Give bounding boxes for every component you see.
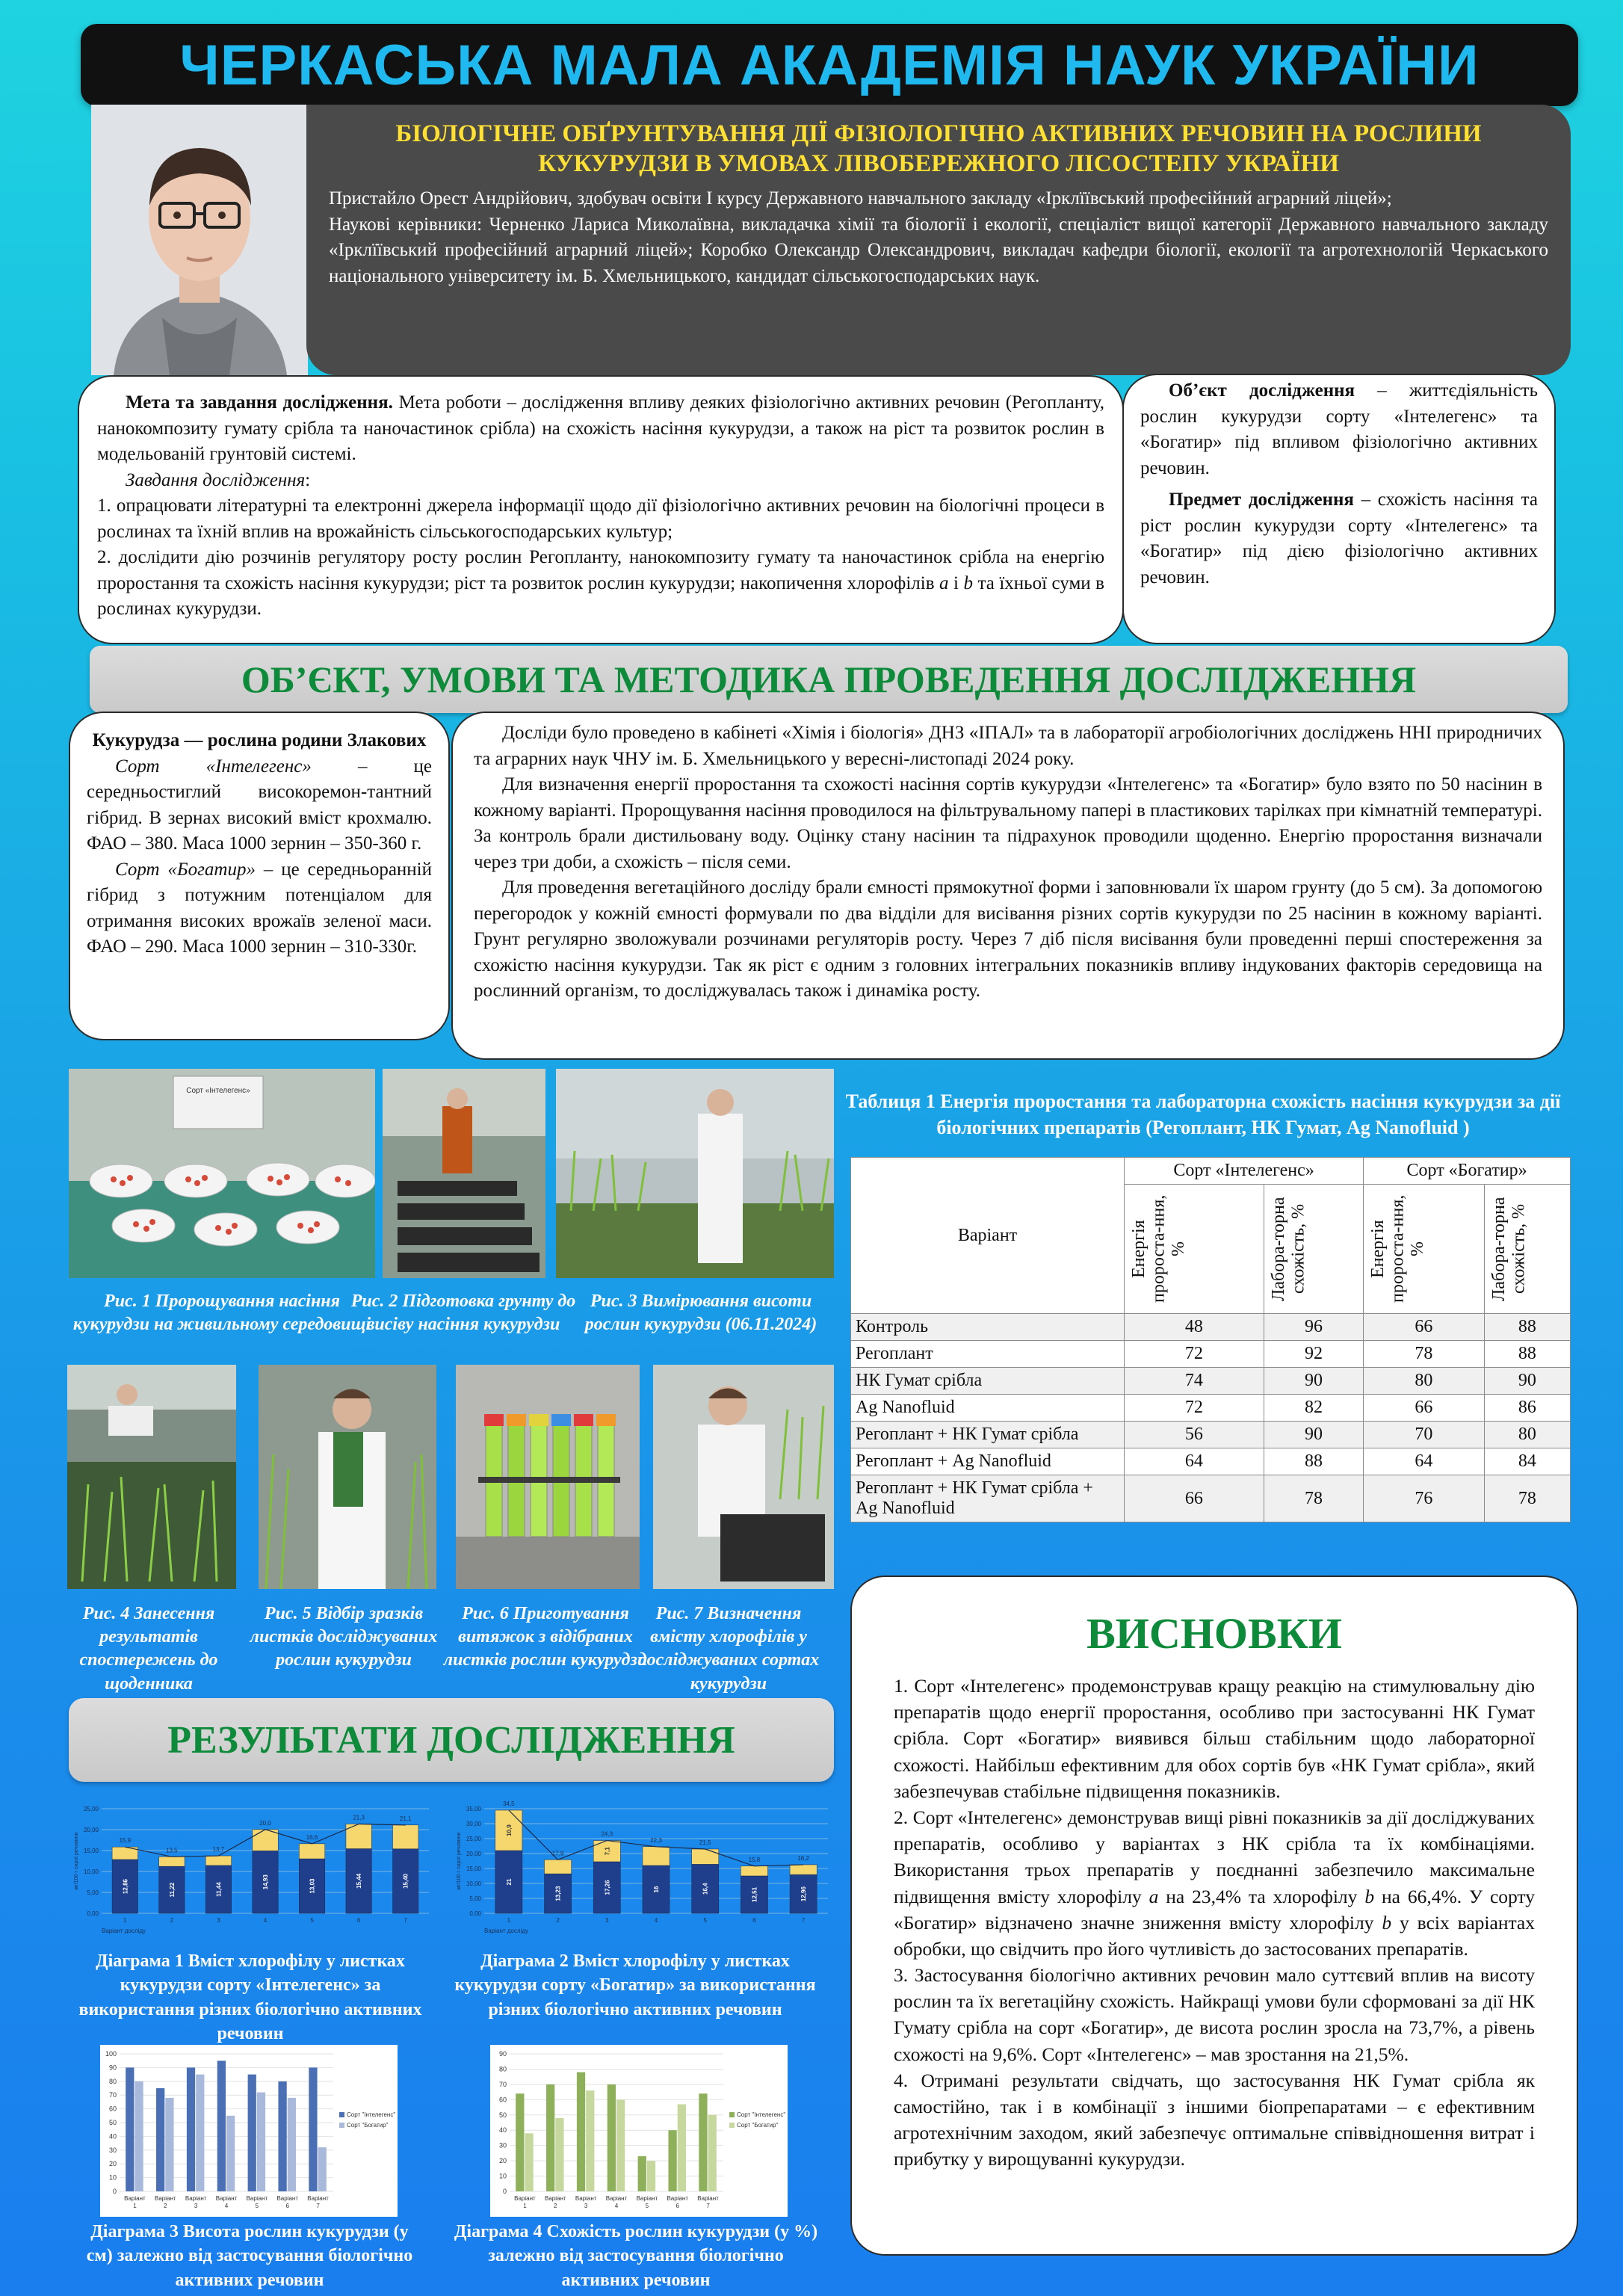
task-2 (97, 545, 1104, 623)
author-photo (91, 105, 308, 375)
x-tick-label: 3 (605, 1917, 609, 1924)
y-tick-label: 60 (498, 2096, 507, 2104)
conclusion-3: 3. Застосування біологічно активних речовин мало суттєвий вплив на висоту рослин та їх вегетаційну схожість. Найкращі умови були сформовані за дії НК Гумату срібла на сорт «Богатир», де висота рослин зросла на 73,7%, а рівень схожості на 9,6%. Сорт «Інтелегенс» – мав зростання на 21,5%. (894, 1964, 1535, 2065)
table-cell-variant: Регоплант + Ag Nanofluid (851, 1448, 1125, 1475)
table-cell-value: 80 (1364, 1368, 1485, 1395)
table-cell-value: 78 (1264, 1475, 1363, 1522)
figure-5-caption: Рис. 5 Відбір зразків листків досліджуваних рослин кукурудзи (250, 1604, 438, 1670)
stacked-charts-area (69, 1794, 834, 1948)
x-tick-label: Варіант (575, 2195, 597, 2202)
chart-4-germination (490, 2045, 788, 2217)
x-tick-label: 2 (556, 1917, 560, 1924)
bar (516, 2093, 524, 2191)
method-p3: Для проведення вегетаційного досліду брали ємності прямокутної форми і заповнювали їх шаром грунту (до 5 см). За допомогою перегородок у кожній ємності формували по два відділи для висівання різних сортів кукурудзи по 25 насінин в кожному варіанті. Грунт регулярно зволожували розчинами регуляторів росту. Через 7 діб після висівання були проведенні перші спостереження за схожістю насіння кукурудзи. Так як ріст є одним з головних інтегральних показників впливу індукованих факторів середовища на рослинний організм, то досліджувалась також і динаміка росту. (474, 877, 1542, 1001)
y-tick-label: 35,00 (466, 1806, 481, 1812)
corn-sort-1 (87, 754, 432, 857)
bar (156, 2088, 164, 2191)
figure-1-caption: Рис. 1 Пророщування насіння кукурудзи на живильному середовищі (72, 1292, 371, 1335)
goal-paragraph (97, 390, 1104, 468)
y-axis-label: мг/100 г сирої речовини (74, 1832, 79, 1890)
table-subheader-energy-1 (1125, 1185, 1264, 1314)
y-tick-label: 5,00 (87, 1889, 99, 1896)
bar-value-label: 15,44 (356, 1873, 363, 1889)
bar (187, 2067, 195, 2191)
table-cell-value: 88 (1484, 1341, 1570, 1368)
figure-3-caption: Рис. 3 Вимірювання висоти рослин кукурудзи (06.11.2024) (584, 1292, 817, 1335)
y-tick-label: 20,00 (83, 1827, 99, 1833)
bar-value-label: 13,23 (554, 1886, 562, 1901)
task-2-b: b (963, 573, 973, 593)
table-cell-value: 80 (1484, 1422, 1570, 1448)
conclusion-2-part-3: на 66,4%. У сорту «Богатир» відзначено значне зниження вмісту хлорофілу (894, 1885, 1535, 1934)
y-tick-label: 10 (498, 2172, 507, 2180)
table-cell-value: 90 (1264, 1368, 1363, 1395)
y-tick-label: 5,00 (469, 1895, 481, 1902)
goal-text: Мета роботи – дослідження впливу деяких фізіологічно активних речовин (Регопланту, нанокомпозиту гумату срібла та наночастинок срібла) на схожість насіння кукурудзи, а також на ріст та розвиток рослин в модельованій грунтовій системі. (97, 392, 1105, 464)
table-subheader-energy-2 (1364, 1185, 1485, 1314)
tasks-heading: Завдання дослідження (126, 469, 306, 490)
stacked-bar-segment (741, 1866, 767, 1876)
method-p1: Досліди було проведено в кабінеті «Хімія і біологія» ДНЗ «ІПАЛ» та в лабораторії агробіологічних досліджень ННІ природничих та аграрних наук ЧНУ ім. Б. Хмельницького у вересні-листопаді 2024 року. (474, 723, 1542, 769)
total-label: 17,9 (551, 1850, 564, 1857)
x-tick-label: 4 (654, 1917, 658, 1924)
legend-swatch (729, 2123, 735, 2128)
figure-6-caption: Рис. 6 Приготування витяжок з відібраних листків рослин кукурудзи (443, 1604, 648, 1670)
conclusion-2-part-1: 2. Сорт «Інтелегенс» демонстрував вищі рівні показників за дії досліджуваних препаратів, особливо у варіантах з НК срібла та їх комбінаціями. Використання трьох препаратів у поєднанні забезпечило максимальне підвищення вмісту хлорофілу (894, 1806, 1535, 1907)
x-tick-label: 4 (224, 2203, 229, 2209)
total-label: 34,5 (503, 1800, 515, 1807)
figure-7-caption: Рис. 7 Визначення вмісту хлорофілів у досліджуваних сортах кукурудзи (637, 1604, 820, 1694)
goal-heading: Мета та завдання дослідження. (126, 392, 393, 413)
object-panel (1122, 374, 1556, 644)
bar (577, 2073, 585, 2191)
conclusion-2 (894, 1804, 1535, 1962)
figure-4-caption: Рис. 4 Занесення результатів спостережень до щоденника (79, 1604, 218, 1694)
table-subheader-energy-2-text: Енергія пророста-ння, % (1368, 1194, 1427, 1303)
table-cell-variant: Ag Nanofluid (851, 1395, 1125, 1422)
diagram-4-caption: Діаграма 4 Схожість рослин кукурудзи (у %) залежно від застосування біологічно активних речовин (454, 2222, 818, 2290)
conclusion-1: 1. Сорт «Інтелегенс» продемонстрував кращу реакцію на стимулювальну дію препаратів щодо енергії проростання, особливо при застосуванні НК Гумат срібла. Сорт «Богатир» виявився більш стабільним щодо лабораторної схожості. Найбільш ефективним для обох сортів був «НК Гумат срібла», який забезпечував стабільне підвищення показників. (894, 1675, 1535, 1802)
total-label: 13,5 (166, 1847, 178, 1854)
corn-sort-2-name: Сорт «Богатир» (115, 859, 256, 880)
x-tick-label: 1 (133, 2203, 137, 2209)
table-header-variant: Варіант (851, 1158, 1125, 1314)
bar-value-label: 21 (505, 1878, 513, 1886)
leaf-sampling-image (259, 1365, 436, 1589)
bar (126, 2067, 134, 2191)
table-row (851, 1368, 1571, 1395)
petri-dish-label: Сорт «Інтелегенс» (186, 1087, 250, 1095)
conclusion-2-b: b (1364, 1885, 1375, 1907)
x-tick-label: Варіант (185, 2195, 207, 2202)
corn-sort-1-name: Сорт «Інтелегенс» (115, 756, 312, 777)
bar (668, 2130, 676, 2191)
x-tick-label: 7 (801, 1917, 806, 1924)
y-tick-label: 40 (498, 2126, 507, 2135)
bar-value-label: 11,22 (168, 1882, 176, 1898)
section-results-header: РЕЗУЛЬТАТИ ДОСЛІДЖЕННЯ (69, 1698, 834, 1782)
x-tick-label: Варіант (514, 2195, 536, 2202)
table-cell-value: 92 (1264, 1341, 1363, 1368)
table-header-bogatyr: Сорт «Богатир» (1364, 1158, 1571, 1185)
corn-sort-2-text: – це середньоранній гібрид з потужним потенціалом для отримання високих врожаїв зеленої маси. ФАО – 290. Маса 1000 зернин – 310-330г. (87, 859, 433, 957)
y-tick-label: 10,00 (83, 1868, 99, 1875)
y-tick-label: 15,00 (83, 1848, 99, 1854)
x-tick-label: Варіант (667, 2195, 688, 2202)
bar (708, 2115, 717, 2191)
stacked-bar-segment (545, 1860, 572, 1874)
table-cell-value: 82 (1264, 1395, 1363, 1422)
poster-title-bar (81, 24, 1578, 106)
figure-3-image (556, 1069, 834, 1278)
legend-label: Сорт "Богатир" (347, 2122, 389, 2129)
y-tick-label: 80 (498, 2065, 507, 2073)
paper-title: БІОЛОГІЧНЕ ОБҐРУНТУВАННЯ ДІЇ ФІЗІОЛОГІЧНО АКТИВНИХ РЕЧОВИН НА РОСЛИНИ КУКУРУДЗИ В УМОВАХ ЛІВОБЕРЕЖНОГО ЛІСОСТЕПУ УКРАЇНИ (395, 120, 1482, 177)
y-tick-label: 50 (498, 2111, 507, 2119)
conclusions-title: ВИСНОВКИ (1086, 1609, 1342, 1658)
table-cell-value: 90 (1264, 1422, 1363, 1448)
y-tick-label: 30,00 (466, 1821, 481, 1827)
legend-label: Сорт "Богатир" (737, 2122, 779, 2129)
bar (647, 2161, 655, 2191)
soil-trays-image (383, 1069, 545, 1278)
bar (278, 2081, 286, 2191)
y-tick-label: 15,00 (466, 1866, 481, 1872)
bar (638, 2156, 646, 2191)
table-header-intelegens: Сорт «Інтелегенс» (1125, 1158, 1364, 1185)
object-paragraph (1140, 378, 1538, 481)
bar-value-label: 12,86 (122, 1878, 129, 1895)
table-cell-value: 88 (1264, 1448, 1363, 1475)
figure-6-image (456, 1365, 640, 1589)
x-axis-label: Варіант досліду (484, 1928, 528, 1934)
table-cell-value: 88 (1484, 1314, 1570, 1341)
table-cell-variant: Регоплант + НК Гумат срібла + Ag Nanofluid (851, 1475, 1125, 1522)
paper-info-panel (306, 105, 1571, 375)
x-tick-label: Варіант (155, 2195, 176, 2202)
total-label: 20,0 (259, 1819, 271, 1827)
supervisors-line: Наукові керівники: Черненко Лариса Миколаївна, викладачка хімії та біології і екології, спеціаліст вищої категорії Державного навчального закладу «Ірклїївський професійний аграрний ліцей»; Коробко Олександр Олександрович, викладач кафедри біології, екології та агротехнологій Черкаського національного університету ім. Б. Хмельницького, кандидат сільськогосподарських наук. (329, 214, 1548, 286)
x-tick-label: Варіант (636, 2195, 658, 2202)
x-tick-label: Варіант (276, 2195, 298, 2202)
table-subheader-lab-1 (1264, 1185, 1363, 1314)
bar-value-label: 11,44 (215, 1882, 223, 1897)
stacked-bar-segment (159, 1857, 185, 1866)
table-subheader-lab-2-text: Лабора-торна схожість, % (1488, 1197, 1529, 1301)
y-tick-label: 20 (498, 2157, 507, 2165)
total-label: 13,7 (212, 1846, 225, 1854)
goal-panel (78, 375, 1124, 644)
table-cell-variant: Регоплант + НК Гумат срібла (851, 1422, 1125, 1448)
x-tick-label: 1 (123, 1917, 127, 1924)
y-tick-label: 10 (108, 2173, 117, 2182)
total-label: 21,3 (353, 1814, 365, 1821)
corn-sort-2 (87, 857, 432, 960)
table-cell-variant: НК Гумат срібла (851, 1368, 1125, 1395)
y-tick-label: 0 (502, 2188, 507, 2195)
bar (288, 2098, 296, 2191)
x-tick-label: 2 (554, 2203, 557, 2209)
journal-notes-image (67, 1365, 236, 1589)
chart-2-chlorophyll-bogatyr (451, 1794, 834, 1948)
x-axis-label: Варіант досліду (102, 1928, 146, 1934)
total-label: 15,8 (748, 1856, 761, 1863)
table-cell-value: 66 (1364, 1314, 1485, 1341)
bar (318, 2147, 327, 2191)
bar (165, 2098, 173, 2191)
total-label: 15,9 (119, 1837, 132, 1845)
y-tick-label: 30 (108, 2146, 117, 2154)
x-tick-label: 7 (706, 2203, 710, 2209)
table-cell-value: 64 (1125, 1448, 1264, 1475)
table-row (851, 1475, 1571, 1522)
method-p2: Для визначення енергії проростання та схожості насіння сортів кукурудзи «Інтелегенс» та «Богатир» було взято по 50 насінин в кожному варіанті. Пророщування насіння проводилося на фільтрувальному папері в пластикових тарілках при кімнатній температурі. За контроль брали дистильовану воду. Оцінку стану насінин та підрахунок проводили щоденно. Енергію проростання визначали через три доби, а схожість – після семи. (474, 774, 1542, 872)
table-row (851, 1395, 1571, 1422)
total-label: 21,1 (399, 1815, 412, 1822)
y-tick-label: 70 (108, 2091, 117, 2099)
bar (555, 2118, 563, 2191)
table-cell-value: 74 (1125, 1368, 1264, 1395)
petri-dishes-image (69, 1069, 375, 1278)
figure-2-caption: Рис. 2 Підготовка грунту до висіву насіння кукурудзи (350, 1292, 576, 1335)
table-cell-value: 86 (1484, 1395, 1570, 1422)
bar (546, 2084, 554, 2191)
y-tick-label: 90 (108, 2064, 117, 2072)
table-1-title: Таблиця 1 Енергія проростання та лабораторна схожість насіння кукурудзи за дії біологічних препаратів (Регоплант, НК Гумат, Ag Nanofluid ) (845, 1090, 1561, 1139)
table-cell-value: 90 (1484, 1368, 1570, 1395)
bar-value-label: 12,96 (800, 1886, 808, 1902)
subject-text: – схожість насіння та ріст рослин кукурудзи сорту «Інтелегенс» та «Богатир» під дією фізіологічно активних речовин. (1140, 490, 1538, 587)
task-1: 1. опрацювати літературні та електронні джерела інформації щодо дії фізіологічно активних речовин на біологічні процеси в рослинах та їхній вплив на врожайність сільськогосподарських культур; (97, 496, 1104, 542)
bar (608, 2084, 616, 2191)
legend-swatch (339, 2112, 344, 2117)
x-tick-label: Варіант (605, 2195, 628, 2202)
bar-value-label: 15,40 (402, 1873, 409, 1889)
bar-value-label: 16,4 (702, 1883, 709, 1895)
table-row (851, 1314, 1571, 1341)
bar-value-label: 16 (653, 1886, 660, 1893)
figure-4-image (67, 1365, 236, 1589)
measuring-plants-image (556, 1069, 834, 1278)
x-tick-label: 6 (285, 2203, 289, 2209)
section-method-header: ОБ’ЄКТ, УМОВИ ТА МЕТОДИКА ПРОВЕДЕННЯ ДОСЛІДЖЕННЯ (90, 646, 1568, 713)
y-tick-label: 50 (108, 2119, 117, 2126)
table-cell-value: 84 (1484, 1448, 1570, 1475)
spectrophotometer-image (653, 1365, 834, 1589)
bar (616, 2099, 625, 2191)
chart-3-card (100, 2045, 398, 2217)
legend-label: Сорт "Інтелегенс" (737, 2111, 786, 2118)
x-tick-label: 5 (310, 1917, 314, 1924)
y-tick-label: 20 (108, 2160, 117, 2168)
stacked-bar-segment (393, 1825, 418, 1849)
table-cell-value: 96 (1264, 1314, 1363, 1341)
total-label: 16,6 (306, 1833, 318, 1841)
bar (217, 2061, 226, 2191)
x-tick-label: 3 (194, 2203, 198, 2209)
table-cell-value: 72 (1125, 1395, 1264, 1422)
bar (525, 2133, 533, 2191)
bar (226, 2116, 235, 2191)
y-tick-label: 0,00 (87, 1910, 99, 1917)
subject-paragraph (1140, 487, 1538, 590)
bar (699, 2093, 707, 2191)
bar (248, 2075, 256, 2191)
subject-heading: Предмет дослідження (1169, 490, 1354, 510)
x-tick-label: Варіант (697, 2195, 719, 2202)
x-tick-label: 1 (507, 1917, 511, 1924)
y-tick-label: 0 (112, 2188, 117, 2195)
corn-heading: Кукурудза — рослина родини Злакових (92, 730, 427, 750)
conclusion-4: 4. Отримані результати свідчать, що застосування НК Гумат срібла як самостійно, так і в комбінації з іншими біопрепаратами – є ефективним агротехнічним заходом, який забезпечує оптимальне співвідношення витрат і прибутку у вирощуванні кукурудзи. (894, 2069, 1535, 2170)
x-tick-label: 2 (164, 2203, 167, 2209)
x-tick-label: Варіант (215, 2195, 238, 2202)
bar-value-label: 14,93 (262, 1874, 269, 1890)
x-tick-label: Варіант (545, 2195, 566, 2202)
diagram-3-caption: Діаграма 3 Висота рослин кукурудзи (у см) залежно від застосування біологічно активних речовин (86, 2222, 413, 2290)
x-tick-label: 7 (404, 1917, 407, 1924)
stacked-bar-segment (299, 1844, 324, 1859)
legend-label: Сорт "Інтелегенс" (347, 2111, 396, 2118)
bar-value-label: 12,51 (751, 1886, 758, 1902)
table-subheader-energy-1-text: Енергія пророста-ння, % (1129, 1194, 1188, 1303)
y-tick-label: 25,00 (466, 1836, 481, 1842)
y-tick-label: 25,00 (83, 1806, 99, 1812)
object-text: – життєдіяльність рослин кукурудзи сорту «Інтелегенс» та «Богатир» під впливом фізіологічно активних речовин. (1140, 380, 1538, 478)
conclusions-panel (850, 1576, 1578, 2256)
x-tick-label: 6 (356, 1917, 361, 1924)
y-tick-label: 90 (498, 2050, 507, 2058)
x-tick-label: 5 (255, 2203, 259, 2209)
diagram-1-caption: Діаграма 1 Вміст хлорофілу у листках кукурудзи сорту «Інтелегенс» за використання різних біологічно активних речовин (78, 1951, 422, 2044)
bar (586, 2090, 594, 2191)
chart-4-card (490, 2045, 788, 2217)
total-label: 24,3 (601, 1830, 613, 1838)
chart-1-chlorophyll-intelegens (69, 1794, 435, 1948)
y-tick-label: 20,00 (466, 1851, 481, 1857)
x-tick-label: 7 (316, 2203, 320, 2209)
bar (196, 2075, 204, 2191)
task-2-text: 2. дослідити дію розчинів регулятору росту рослин Регопланту, нанокомпозиту гумату та наночастинок срібла на енергію проростання та схожість насіння кукурудзи; ріст та розвиток рослин кукурудзи; накопичення хлорофілів (97, 547, 1104, 593)
x-tick-label: 4 (263, 1917, 268, 1924)
bar-value-label: 7,1 (604, 1847, 611, 1856)
legend-swatch (729, 2112, 735, 2117)
y-tick-label: 70 (498, 2080, 507, 2088)
x-tick-label: 4 (614, 2203, 619, 2209)
y-tick-label: 0,00 (469, 1910, 481, 1917)
author-line: Пристайло Орест Андрійович, здобувач освіти І курсу Державного навчального закладу «Ірклїївський професійний аграрний ліцей»; (329, 188, 1392, 209)
task-2-a: a (939, 573, 949, 593)
conclusion-2-part-4: у всіх варіантах обробки, що свідчить про його чутливість до застосованих препаратів. (894, 1911, 1535, 1960)
total-label: 21,5 (699, 1839, 711, 1846)
y-tick-label: 100 (105, 2050, 117, 2058)
table-subheader-lab-1-text: Лабора-торна схожість, % (1268, 1197, 1308, 1301)
bar-value-label: 17,26 (604, 1880, 611, 1895)
bar (257, 2093, 265, 2191)
table-row (851, 1341, 1571, 1368)
table-cell-value: 78 (1364, 1341, 1485, 1368)
x-tick-label: 5 (645, 2203, 649, 2209)
y-tick-label: 40 (108, 2132, 117, 2141)
x-tick-label: Варіант (124, 2195, 146, 2202)
table-cell-value: 76 (1364, 1475, 1485, 1522)
method-panel (451, 712, 1565, 1060)
table-cell-value: 66 (1125, 1475, 1264, 1522)
bar-value-label: 13,03 (309, 1878, 316, 1894)
x-tick-label: 6 (752, 1917, 756, 1924)
x-tick-label: 2 (170, 1917, 174, 1924)
table-cell-value: 56 (1125, 1422, 1264, 1448)
y-tick-label: 80 (108, 2077, 117, 2085)
table-cell-value: 72 (1125, 1341, 1264, 1368)
table-cell-value: 70 (1364, 1422, 1485, 1448)
figure-7-image (653, 1365, 834, 1589)
stacked-bar-segment (205, 1856, 231, 1866)
y-axis-label: мг/100 г сирої речовини (457, 1832, 462, 1890)
academy-title: ЧЕРКАСЬКА МАЛА АКАДЕМІЯ НАУК УКРАЇНИ (179, 33, 1480, 97)
bar (678, 2104, 686, 2191)
bar (309, 2067, 317, 2191)
table-subheader-lab-2 (1484, 1185, 1570, 1314)
conclusion-2-a: a (1149, 1885, 1159, 1907)
table-cell-variant: Регоплант (851, 1341, 1125, 1368)
conclusion-2-part-2: на 23,4% та хлорофілу (1158, 1885, 1365, 1907)
x-tick-label: Варіант (246, 2195, 268, 2202)
task-2-end: та їхньої суми в рослинах кукурудзи. (97, 573, 1104, 619)
extract-tubes-image (456, 1365, 640, 1589)
y-tick-label: 10,00 (466, 1880, 481, 1887)
object-heading: Об’єкт дослідження (1169, 380, 1355, 401)
table-cell-value: 64 (1364, 1448, 1485, 1475)
corn-sort-1-text: – це середньостиглий високоремон-тантний гібрид. В зернах високий вміст крохмалю. ФАО – 380. Маса 1000 зернин – 350-360 г. (87, 756, 432, 854)
task-2-mid: і (948, 573, 964, 593)
bar (135, 2081, 143, 2191)
total-label: 22,3 (650, 1836, 662, 1844)
table-row (851, 1422, 1571, 1448)
figure-1-image (69, 1069, 375, 1278)
bar-value-label: 10,9 (505, 1824, 513, 1836)
table-cell-value: 66 (1364, 1395, 1485, 1422)
conclusion-2-b2: b (1382, 1911, 1392, 1934)
diagram-2-caption: Діаграма 2 Вміст хлорофілу у листках кукурудзи сорту «Богатир» за використання різних біологічно активних речовин (454, 1951, 816, 2019)
germination-table (850, 1157, 1571, 1522)
table-cell-variant: Контроль (851, 1314, 1125, 1341)
table-row (851, 1448, 1571, 1475)
x-tick-label: 1 (523, 2203, 527, 2209)
x-tick-label: Варіант (307, 2195, 329, 2202)
table-cell-value: 78 (1484, 1475, 1570, 1522)
figure-5-image (259, 1365, 436, 1589)
tasks-heading-line: Завдання дослідження: (126, 469, 311, 490)
x-tick-label: 6 (676, 2203, 679, 2209)
table-cell-value: 48 (1125, 1314, 1264, 1341)
stacked-bar-segment (643, 1847, 670, 1866)
corn-panel (69, 712, 450, 1040)
x-tick-label: 3 (584, 2203, 588, 2209)
stacked-bar-segment (790, 1865, 817, 1874)
legend-swatch (339, 2123, 344, 2128)
author-portrait-image (91, 105, 308, 375)
y-tick-label: 60 (108, 2105, 117, 2113)
stacked-bar-segment (692, 1849, 719, 1864)
figure-2-image (383, 1069, 545, 1278)
chart-3-plant-height (100, 2045, 398, 2217)
total-label: 16,2 (797, 1854, 809, 1862)
y-tick-label: 30 (498, 2141, 507, 2150)
x-tick-label: 3 (217, 1917, 220, 1924)
x-tick-label: 5 (703, 1917, 707, 1924)
